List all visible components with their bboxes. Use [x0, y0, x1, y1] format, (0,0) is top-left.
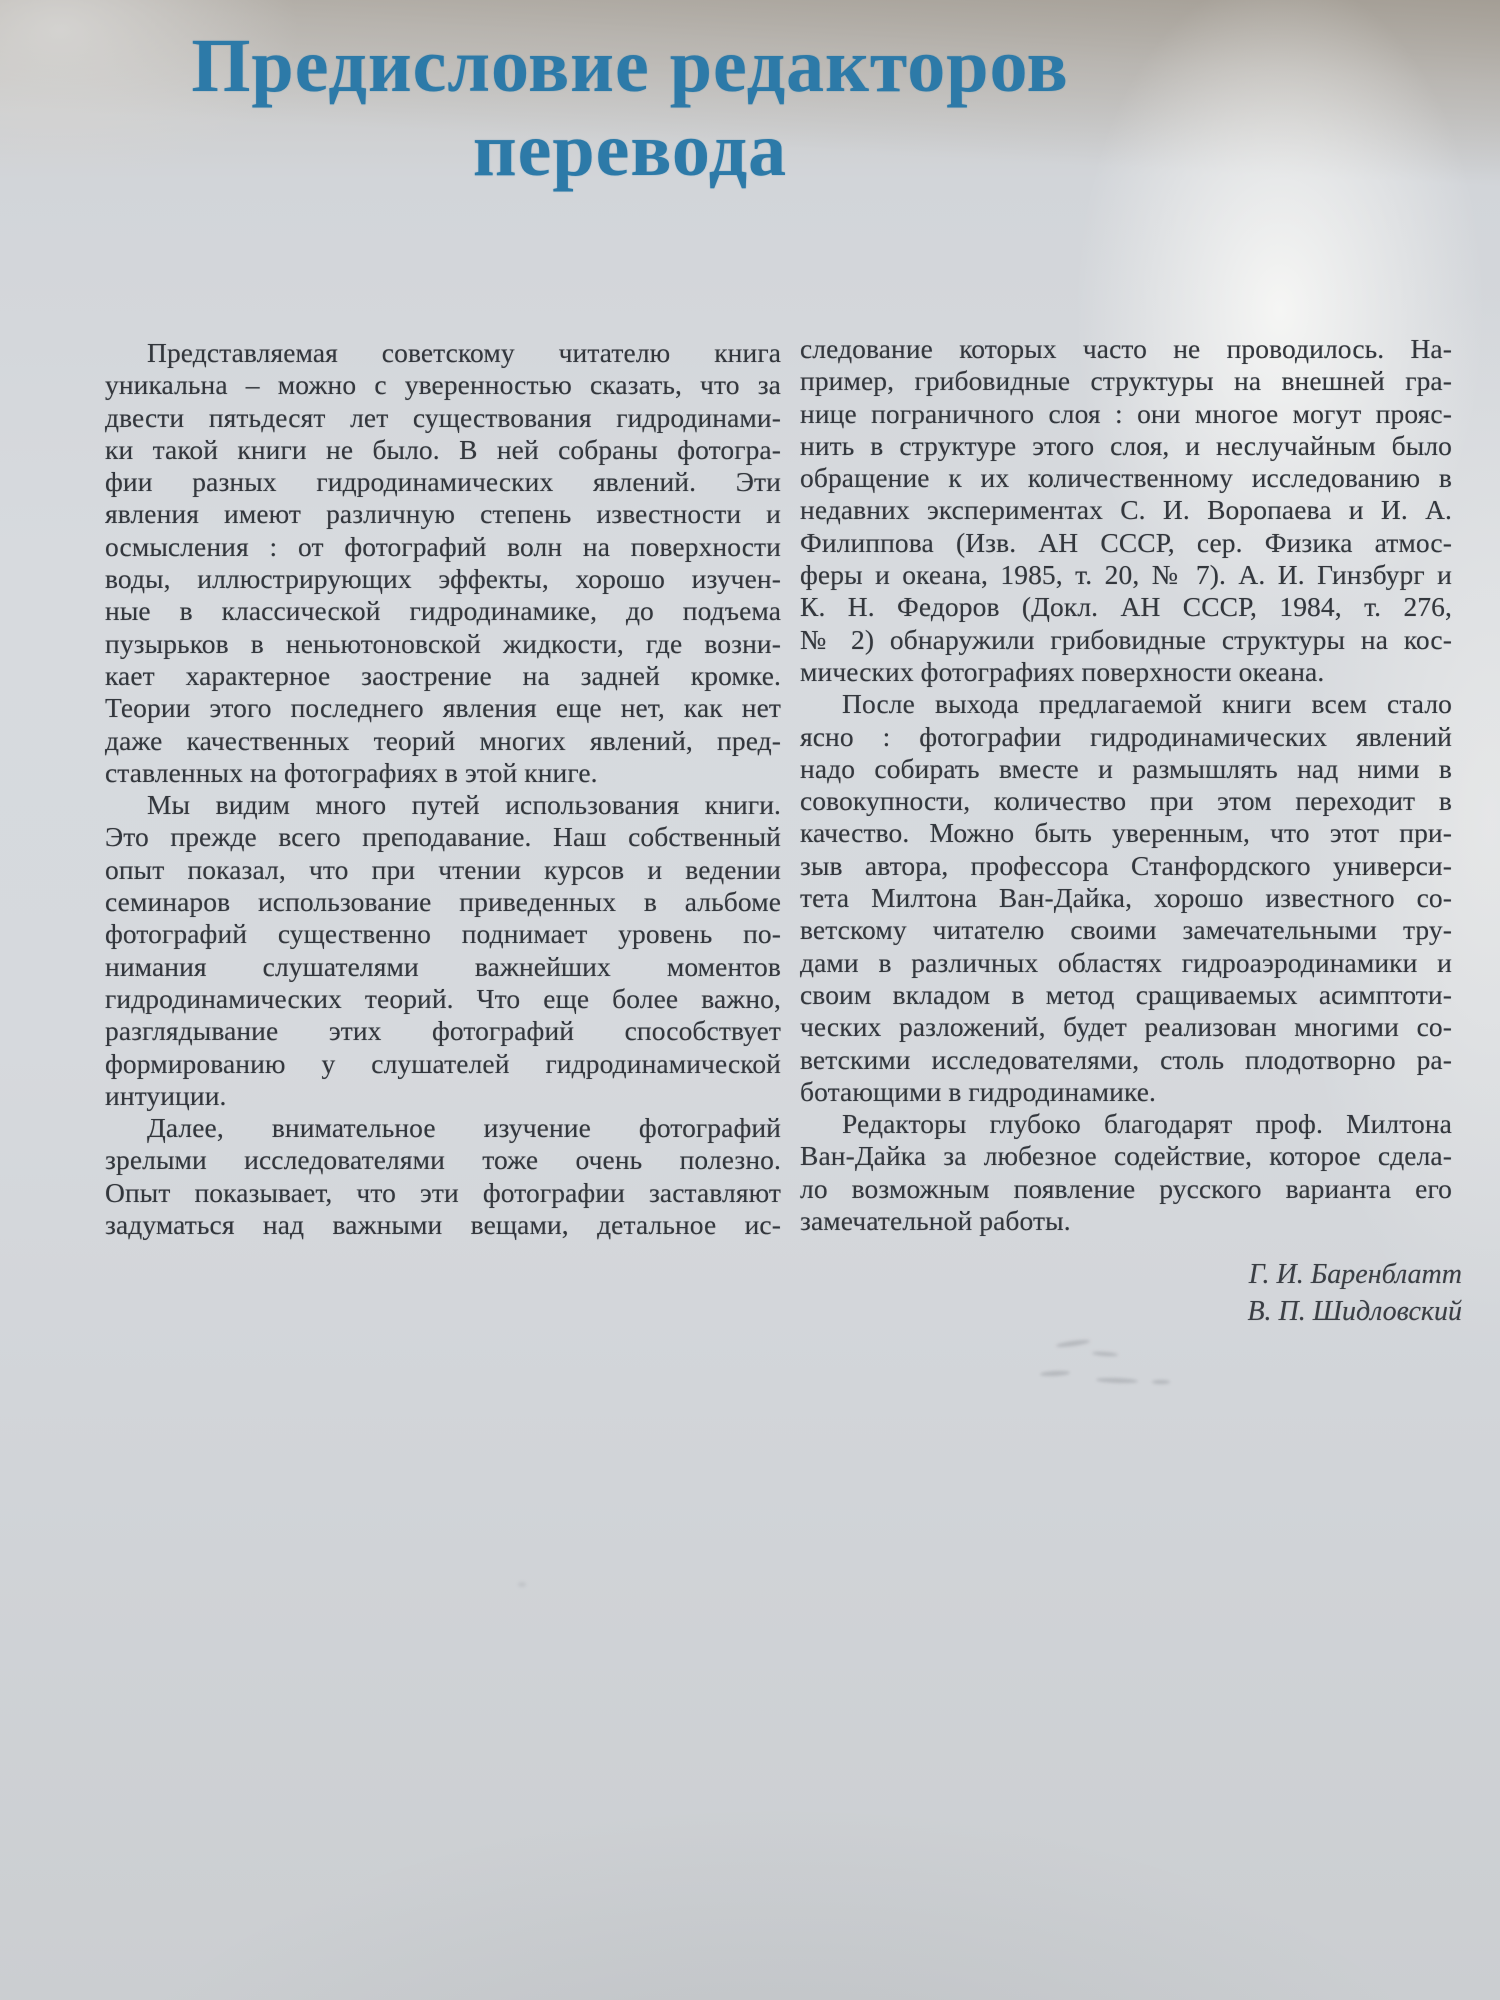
text-line: разглядывание этих фотографий способствует: [105, 1015, 781, 1047]
text-line: надо собирать вместе и размышлять над ними в: [800, 752, 1452, 784]
text-line: тета Милтона Ван-Дайка, хорошо известного со-: [800, 882, 1452, 914]
text-line: Филиппова (Изв. АН СССР, сер. Физика атмос-: [800, 526, 1452, 558]
text-line: ясно : фотографии гидродинамических явлений: [800, 720, 1452, 752]
paragraph: [800, 688, 1452, 1108]
text-line: мических фотографиях поверхности океана.: [800, 655, 1325, 687]
text-line: пример, грибовидные структуры на внешней гра-: [800, 365, 1452, 397]
pencil-smudge: [1152, 1380, 1170, 1384]
text-line: явления имеют различную степень известности и: [105, 498, 781, 530]
left-text-column: [105, 337, 781, 1241]
right-text-column: [800, 333, 1452, 1237]
text-line: нице пограничного слоя : они многое могут прояс-: [800, 397, 1452, 429]
signature-name-1: Г. И. Баренблатт: [1248, 1259, 1462, 1290]
paragraph: [105, 337, 781, 789]
text-line: воды, иллюстрирующих эффекты, хорошо изучен-: [105, 563, 781, 595]
page-title-line-2: перевода: [472, 108, 788, 192]
page-title: [95, 24, 1165, 192]
paper-speck: [518, 1582, 526, 1587]
paragraph: [800, 333, 1452, 688]
text-line: ческих разложений, будет реализован многими со-: [800, 1011, 1452, 1043]
text-line: качество. Можно быть уверенным, что этот при-: [800, 817, 1452, 849]
text-line: Опыт показывает, что эти фотографии заставляют: [105, 1176, 781, 1208]
text-line: Редакторы глубоко благодарят проф. Милтона: [842, 1108, 1452, 1140]
text-line: своим вкладом в метод сращиваемых асимптоти-: [800, 978, 1452, 1010]
pencil-smudge: [1092, 1351, 1118, 1357]
text-line: формированию у слушателей гидродинамической: [105, 1047, 781, 1079]
text-line: задуматься над важными вещами, детальное ис-: [105, 1209, 781, 1241]
text-line: гидродинамических теорий. Что еще более важно,: [105, 982, 781, 1014]
text-line: ветскому читателю своими замечательными тру-: [800, 914, 1452, 946]
text-line: Представляемая советскому читателю книга: [147, 337, 781, 368]
text-line: фии разных гидродинамических явлений. Эти: [105, 466, 781, 498]
text-line: кает характерное заострение на задней кромке.: [105, 659, 781, 691]
text-line: Мы видим много путей использования книги.: [147, 789, 781, 821]
text-line: зрелыми исследователями тоже очень полезно.: [105, 1144, 781, 1176]
text-line: Теории этого последнего явления еще нет, как нет: [105, 692, 781, 724]
pencil-smudge: [1096, 1377, 1138, 1383]
text-line: Ван-Дайка за любезное содействие, которое сдела-: [800, 1140, 1452, 1172]
text-line: пузырьков в неньютоновской жидкости, где возни-: [105, 627, 781, 659]
text-line: феры и океана, 1985, т. 20, № 7). А. И. Гинзбург и: [800, 559, 1452, 591]
text-line: уникальна – можно с уверенностью сказать, что за: [105, 369, 781, 401]
text-line: дами в различных областях гидроаэродинамики и: [800, 946, 1452, 978]
text-line: К. Н. Федоров (Докл. АН СССР, 1984, т. 276,: [800, 591, 1452, 623]
text-line: нить в структуре этого слоя, и неслучайным было: [800, 429, 1452, 461]
text-line: интуиции.: [105, 1079, 227, 1111]
text-line: двести пятьдесят лет существования гидродинами-: [105, 401, 781, 433]
paragraph: [800, 1108, 1452, 1237]
paragraph: [105, 789, 781, 1112]
text-line: ботающими в гидродинамике.: [800, 1075, 1157, 1107]
text-line: нимания слушателями важнейших моментов: [105, 950, 781, 982]
signature-name-2: В. П. Шидловский: [1247, 1296, 1462, 1327]
page-title-line-1: Предисловие редакторов: [191, 24, 1069, 108]
text-line: совокупности, количество при этом переходит в: [800, 785, 1452, 817]
text-line: ставленных на фотографиях в этой книге.: [105, 756, 598, 788]
text-line: обращение к их количественному исследованию в: [800, 462, 1452, 494]
text-line: осмысления : от фотографий волн на поверхности: [105, 530, 781, 562]
text-line: После выхода предлагаемой книги всем стало: [842, 688, 1452, 720]
text-line: фотографий существенно поднимает уровень по-: [105, 918, 781, 950]
text-line: ки такой книги не было. В ней собраны фотогра-: [105, 433, 781, 465]
text-line: семинаров использование приведенных в альбоме: [105, 886, 781, 918]
text-line: замечательной работы.: [800, 1205, 1071, 1237]
text-line: даже качественных теорий многих явлений, пред-: [105, 724, 781, 756]
text-line: недавних экспериментах С. И. Воропаева и И. А.: [800, 494, 1452, 526]
paragraph: [105, 1112, 781, 1241]
text-line: зыв автора, профессора Станфордского универси-: [800, 849, 1452, 881]
text-line: ные в классической гидродинамике, до подъема: [105, 595, 781, 627]
text-line: Далее, внимательное изучение фотографий: [147, 1112, 781, 1144]
text-line: ветскими исследователями, столь плодотворно ра-: [800, 1043, 1452, 1075]
pencil-smudge: [1040, 1370, 1070, 1377]
text-line: № 2) обнаружили грибовидные структуры на кос-: [800, 623, 1452, 655]
pencil-smudge: [1056, 1339, 1090, 1349]
text-line: Это прежде всего преподавание. Наш собственный: [105, 821, 781, 853]
text-line: следование которых часто не проводилось. На-: [800, 333, 1452, 364]
signature-block: [1000, 1256, 1462, 1330]
text-line: опыт показал, что при чтении курсов и ведении: [105, 853, 781, 885]
text-line: ло возможным появление русского варианта его: [800, 1172, 1452, 1204]
